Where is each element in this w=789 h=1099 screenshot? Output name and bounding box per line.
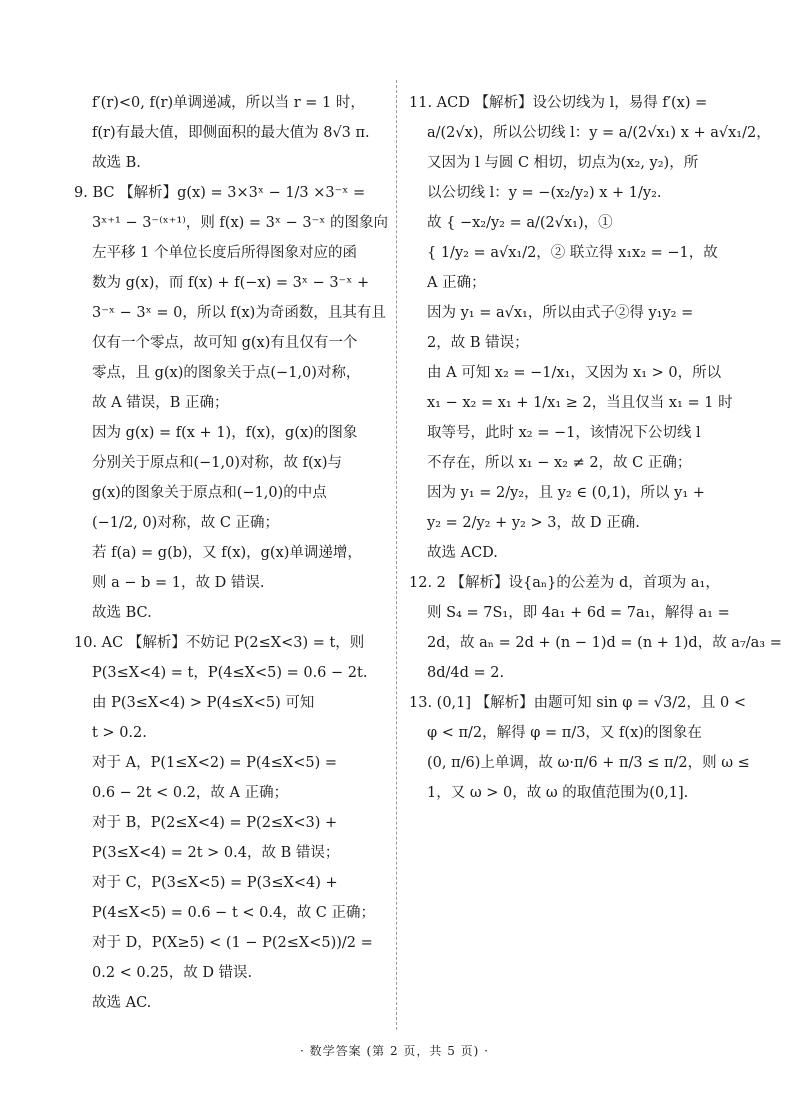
right-column	[409, 88, 782, 808]
right-column-line: 11. ACD 【解析】设公切线为 l，易得 f′(x) =	[409, 95, 708, 111]
right-column-line: 故 { −x₂/y₂ = a/(2√x₁)，①	[427, 215, 613, 231]
right-column-line: 不存在，所以 x₁ − x₂ ≠ 2，故 C 正确；	[427, 455, 692, 471]
right-column-line: 因为 y₁ = a√x₁，所以由式子②得 y₁y₂ =	[427, 305, 694, 321]
left-column-line: 故 A 错误，B 正确；	[92, 395, 229, 411]
right-column-line: 8d/4d = 2.	[427, 665, 505, 681]
left-column-line: f(r)有最大值，即侧面积的最大值为 8√3 π.	[92, 125, 370, 141]
left-column	[74, 88, 389, 1018]
left-column-line: g(x)的图象关于原点和(−1,0)的中点	[92, 485, 327, 501]
right-column-line: 故选 ACD.	[427, 545, 498, 561]
right-column-line: 1，又 ω > 0，故 ω 的取值范围为(0,1].	[427, 785, 689, 801]
left-column-line: 若 f(a) = g(b)，又 f(x)，g(x)单调递增，	[92, 545, 362, 561]
right-column-line: 2d，故 aₙ = 2d + (n − 1)d = (n + 1)d，故 a₇/a₃ =	[427, 635, 782, 651]
right-column-line: 以公切线 l：y = −(x₂/y₂) x + 1/y₂.	[427, 185, 662, 201]
left-column-line: 对于 B，P(2≤X<4) = P(2≤X<3) +	[92, 815, 338, 831]
left-column-line: P(3≤X<4) = 2t > 0.4，故 B 错误；	[92, 845, 340, 861]
left-column-line: 因为 g(x) = f(x + 1)，f(x)，g(x)的图象	[92, 425, 358, 441]
right-column-line: { 1/y₂ = a√x₁/2，② 联立得 x₁x₂ = −1，故	[427, 245, 718, 261]
right-column-line: a/(2√x)，所以公切线 l：y = a/(2√x₁) x + a√x₁/2，	[427, 125, 771, 141]
left-column-line: (−1/2, 0)对称，故 C 正确；	[92, 515, 280, 531]
left-column-line: 9. BC 【解析】g(x) = 3×3ˣ − 1/3 ×3⁻ˣ =	[74, 185, 366, 201]
left-column-line: 对于 D，P(X≥5) < (1 − P(2≤X<5))/2 =	[92, 935, 373, 951]
left-column-line: 故选 BC.	[92, 605, 152, 621]
left-column-line: 10. AC 【解析】不妨记 P(2≤X<3) = t，则	[74, 635, 365, 651]
right-column-line: 又因为 l 与圆 C 相切，切点为(x₂, y₂)，所	[427, 155, 699, 171]
column-divider	[396, 80, 397, 1030]
right-column-line: 因为 y₁ = 2/y₂，且 y₂ ∈ (0,1)，所以 y₁ +	[427, 485, 705, 501]
left-column-line: 3ˣ⁺¹ − 3⁻⁽ˣ⁺¹⁾，则 f(x) = 3ˣ − 3⁻ˣ 的图象向	[92, 215, 389, 231]
left-column-line: 0.2 < 0.25，故 D 错误.	[92, 965, 253, 981]
page-footer: · 数学答案 (第 2 页，共 5 页) ·	[300, 1044, 489, 1058]
right-column-line: 由 A 可知 x₂ = −1/x₁，又因为 x₁ > 0，所以	[427, 365, 722, 381]
left-column-line: 故选 B.	[92, 155, 141, 171]
left-column-line: 由 P(3≤X<4) > P(4≤X<5) 可知	[92, 695, 315, 711]
right-column-line: 取等号，此时 x₂ = −1，该情况下公切线 l	[427, 425, 701, 441]
left-column-line: 仅有一个零点，故可知 g(x)有且仅有一个	[92, 335, 358, 351]
left-column-line: 分别关于原点和(−1,0)对称，故 f(x)与	[92, 455, 342, 471]
left-column-line: 则 a − b = 1，故 D 错误.	[92, 575, 265, 591]
right-column-line: x₁ − x₂ = x₁ + 1/x₁ ≥ 2，当且仅当 x₁ = 1 时	[427, 395, 733, 411]
left-column-line: f′(r)<0, f(r)单调递减，所以当 r = 1 时，	[92, 95, 365, 111]
right-column-line: y₂ = 2/y₂ + y₂ > 3，故 D 正确.	[427, 515, 640, 531]
left-column-line: 零点，且 g(x)的图象关于点(−1,0)对称，	[92, 365, 361, 381]
left-column-line: 左平移 1 个单位长度后所得图象对应的函	[92, 245, 357, 261]
left-column-line: 0.6 − 2t < 0.2，故 A 正确；	[92, 785, 289, 801]
left-column-line: 故选 AC.	[92, 995, 152, 1011]
left-column-line: 对于 C，P(3≤X<5) = P(3≤X<4) +	[92, 875, 338, 891]
left-column-line: 对于 A，P(1≤X<2) = P(4≤X<5) =	[92, 755, 337, 771]
left-column-line: P(4≤X<5) = 0.6 − t < 0.4，故 C 正确；	[92, 905, 376, 921]
right-column-line: 13. (0,1] 【解析】由题可知 sin φ = √3/2，且 0 <	[409, 695, 746, 711]
left-column-line: P(3≤X<4) = t，P(4≤X<5) = 0.6 − 2t.	[92, 665, 368, 681]
right-column-line: 12. 2 【解析】设{aₙ}的公差为 d，首项为 a₁，	[409, 575, 720, 591]
right-column-line: (0, π/6)上单调，故 ω·π/6 + π/3 ≤ π/2，则 ω ≤	[427, 755, 750, 771]
right-column-line: φ < π/2，解得 φ = π/3，又 f(x)的图象在	[427, 725, 702, 741]
left-column-line: t > 0.2.	[92, 725, 147, 741]
right-column-line: 2，故 B 错误；	[427, 335, 529, 351]
right-column-line: 则 S₄ = 7S₁，即 4a₁ + 6d = 7a₁，解得 a₁ =	[427, 605, 730, 621]
left-column-line: 数为 g(x)，而 f(x) + f(−x) = 3ˣ − 3⁻ˣ +	[92, 275, 370, 291]
right-column-line: A 正确；	[427, 275, 486, 291]
left-column-line: 3⁻ˣ − 3ˣ = 0，所以 f(x)为奇函数，且其有且	[92, 305, 386, 321]
